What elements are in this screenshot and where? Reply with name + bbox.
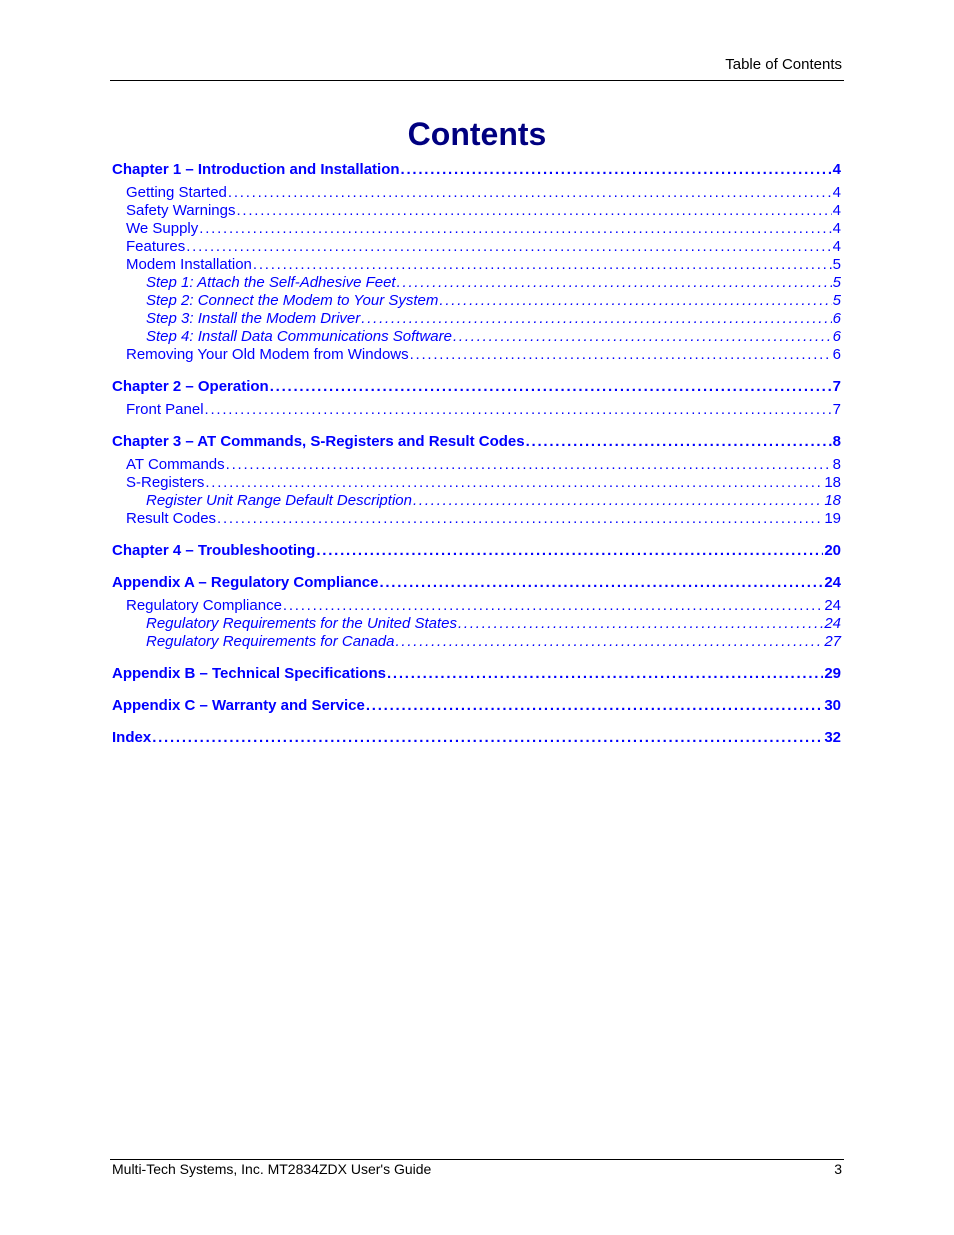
toc-dot-leader xyxy=(458,615,823,633)
toc-entry[interactable] xyxy=(112,574,841,592)
toc-dot-leader xyxy=(253,256,832,274)
toc-entry-page[interactable]: 27 xyxy=(824,633,841,650)
toc-entry-page[interactable]: 18 xyxy=(824,492,841,509)
toc-entry-page[interactable]: 30 xyxy=(824,697,841,714)
toc-entry-label[interactable]: Result Codes xyxy=(126,510,217,527)
toc-dot-leader xyxy=(395,633,823,651)
toc-dot-leader xyxy=(205,401,832,419)
toc-dot-leader xyxy=(401,161,832,179)
toc-dot-leader xyxy=(186,238,831,256)
toc-dot-leader xyxy=(316,542,823,560)
toc-entry-page[interactable]: 29 xyxy=(824,665,841,682)
toc-entry-page[interactable]: 7 xyxy=(832,378,841,395)
toc-entry-page[interactable]: 6 xyxy=(832,328,841,345)
toc-dot-leader xyxy=(410,346,832,364)
toc-entry-label[interactable]: Register Unit Range Default Description xyxy=(146,492,412,509)
toc-entry-label[interactable]: AT Commands xyxy=(126,456,225,473)
toc-entry-page[interactable]: 20 xyxy=(824,542,841,559)
toc-entry-page[interactable]: 4 xyxy=(832,202,841,219)
toc-entry[interactable] xyxy=(112,456,841,474)
toc-entry-label[interactable]: Chapter 1 – Introduction and Installation xyxy=(112,161,400,178)
toc-entry[interactable] xyxy=(112,184,841,202)
toc-entry[interactable] xyxy=(112,474,841,492)
toc-entry-label[interactable]: Safety Warnings xyxy=(126,202,236,219)
footer-divider xyxy=(110,1159,844,1160)
toc-entry-page[interactable]: 8 xyxy=(832,456,841,473)
toc-entry-label[interactable]: Getting Started xyxy=(126,184,227,201)
toc-entry-page[interactable]: 7 xyxy=(832,401,841,418)
footer-document-title: Multi-Tech Systems, Inc. MT2834ZDX User's Guide xyxy=(112,1161,432,1177)
toc-entry-page[interactable]: 5 xyxy=(832,256,841,273)
toc-entry-page[interactable]: 24 xyxy=(824,615,841,632)
toc-dot-leader xyxy=(526,433,832,451)
footer-page-number: 3 xyxy=(834,1161,842,1177)
toc-entry[interactable] xyxy=(112,697,841,715)
toc-dot-leader xyxy=(152,729,823,747)
toc-entry-page[interactable]: 18 xyxy=(824,474,841,491)
toc-dot-leader xyxy=(413,492,823,510)
toc-entry-label[interactable]: Appendix C – Warranty and Service xyxy=(112,697,365,714)
page-title: Contents xyxy=(407,116,547,152)
toc-entry[interactable] xyxy=(112,328,841,346)
toc-entry-label[interactable]: Step 1: Attach the Self-Adhesive Feet xyxy=(146,274,396,291)
toc-entry-label[interactable]: S-Registers xyxy=(126,474,205,491)
toc-entry[interactable] xyxy=(112,378,841,396)
toc-entry-label[interactable]: Chapter 2 – Operation xyxy=(112,378,269,395)
toc-entry[interactable] xyxy=(112,238,841,256)
toc-dot-leader xyxy=(453,328,832,346)
toc-entry-label[interactable]: Modem Installation xyxy=(126,256,252,273)
toc-entry[interactable] xyxy=(112,433,841,451)
toc-entry-label[interactable]: Step 4: Install Data Communications Software xyxy=(146,328,452,345)
toc-dot-leader xyxy=(439,292,831,310)
toc-dot-leader xyxy=(366,697,823,715)
table-of-contents xyxy=(112,161,841,752)
toc-entry-page[interactable]: 4 xyxy=(832,220,841,237)
toc-entry-page[interactable]: 5 xyxy=(832,274,841,291)
toc-entry[interactable] xyxy=(112,292,841,310)
toc-entry-label[interactable]: Front Panel xyxy=(126,401,204,418)
toc-entry[interactable] xyxy=(112,729,841,747)
toc-entry[interactable] xyxy=(112,542,841,560)
toc-dot-leader xyxy=(387,665,823,683)
header-section-title: Table of Contents xyxy=(725,56,842,73)
toc-entry[interactable] xyxy=(112,274,841,292)
toc-entry[interactable] xyxy=(112,665,841,683)
header-divider xyxy=(110,80,844,81)
toc-entry-label[interactable]: Step 2: Connect the Modem to Your System xyxy=(146,292,439,309)
toc-entry-page[interactable]: 4 xyxy=(832,184,841,201)
toc-entry-label[interactable]: Regulatory Requirements for the United States xyxy=(146,615,457,632)
toc-entry[interactable] xyxy=(112,492,841,510)
toc-entry[interactable] xyxy=(112,401,841,419)
toc-entry-label[interactable]: Chapter 4 – Troubleshooting xyxy=(112,542,316,559)
toc-entry-label[interactable]: Appendix B – Technical Specifications xyxy=(112,665,386,682)
toc-entry[interactable] xyxy=(112,510,841,528)
toc-dot-leader xyxy=(379,574,823,592)
toc-entry[interactable] xyxy=(112,597,841,615)
toc-entry-page[interactable]: 24 xyxy=(824,597,841,614)
toc-entry[interactable] xyxy=(112,256,841,274)
toc-dot-leader xyxy=(361,310,831,328)
toc-entry-label[interactable]: Removing Your Old Modem from Windows xyxy=(126,346,409,363)
toc-entry[interactable] xyxy=(112,633,841,651)
toc-dot-leader xyxy=(228,184,832,202)
toc-entry-page[interactable]: 5 xyxy=(832,292,841,309)
toc-entry-page[interactable]: 24 xyxy=(824,574,841,591)
toc-dot-leader xyxy=(237,202,832,220)
toc-entry-page[interactable]: 19 xyxy=(824,510,841,527)
toc-entry-label[interactable]: Regulatory Requirements for Canada xyxy=(146,633,395,650)
toc-dot-leader xyxy=(226,456,832,474)
toc-dot-leader xyxy=(199,220,831,238)
toc-entry-page[interactable]: 4 xyxy=(832,238,841,255)
toc-entry-page[interactable]: 8 xyxy=(832,433,841,450)
toc-entry-label[interactable]: Step 3: Install the Modem Driver xyxy=(146,310,361,327)
toc-dot-leader xyxy=(270,378,832,396)
toc-dot-leader xyxy=(205,474,823,492)
toc-dot-leader xyxy=(217,510,823,528)
toc-entry[interactable] xyxy=(112,615,841,633)
toc-entry[interactable] xyxy=(112,310,841,328)
toc-entry[interactable] xyxy=(112,346,841,364)
toc-entry-page[interactable]: 6 xyxy=(832,346,841,363)
toc-entry-label[interactable]: Appendix A – Regulatory Compliance xyxy=(112,574,379,591)
toc-entry-label[interactable]: Chapter 3 – AT Commands, S-Registers and Result Codes xyxy=(112,433,525,450)
toc-entry-label[interactable]: Regulatory Compliance xyxy=(126,597,282,614)
toc-dot-leader xyxy=(397,274,832,292)
toc-entry-page[interactable]: 4 xyxy=(832,161,841,178)
toc-entry[interactable] xyxy=(112,161,841,179)
toc-entry-page[interactable]: 32 xyxy=(824,729,841,746)
toc-entry-label[interactable]: Index xyxy=(112,729,152,746)
toc-entry-page[interactable]: 6 xyxy=(832,310,841,327)
toc-entry-label[interactable]: Features xyxy=(126,238,186,255)
toc-entry-label[interactable]: We Supply xyxy=(126,220,199,237)
toc-entry[interactable] xyxy=(112,202,841,220)
toc-entry[interactable] xyxy=(112,220,841,238)
toc-dot-leader xyxy=(283,597,823,615)
